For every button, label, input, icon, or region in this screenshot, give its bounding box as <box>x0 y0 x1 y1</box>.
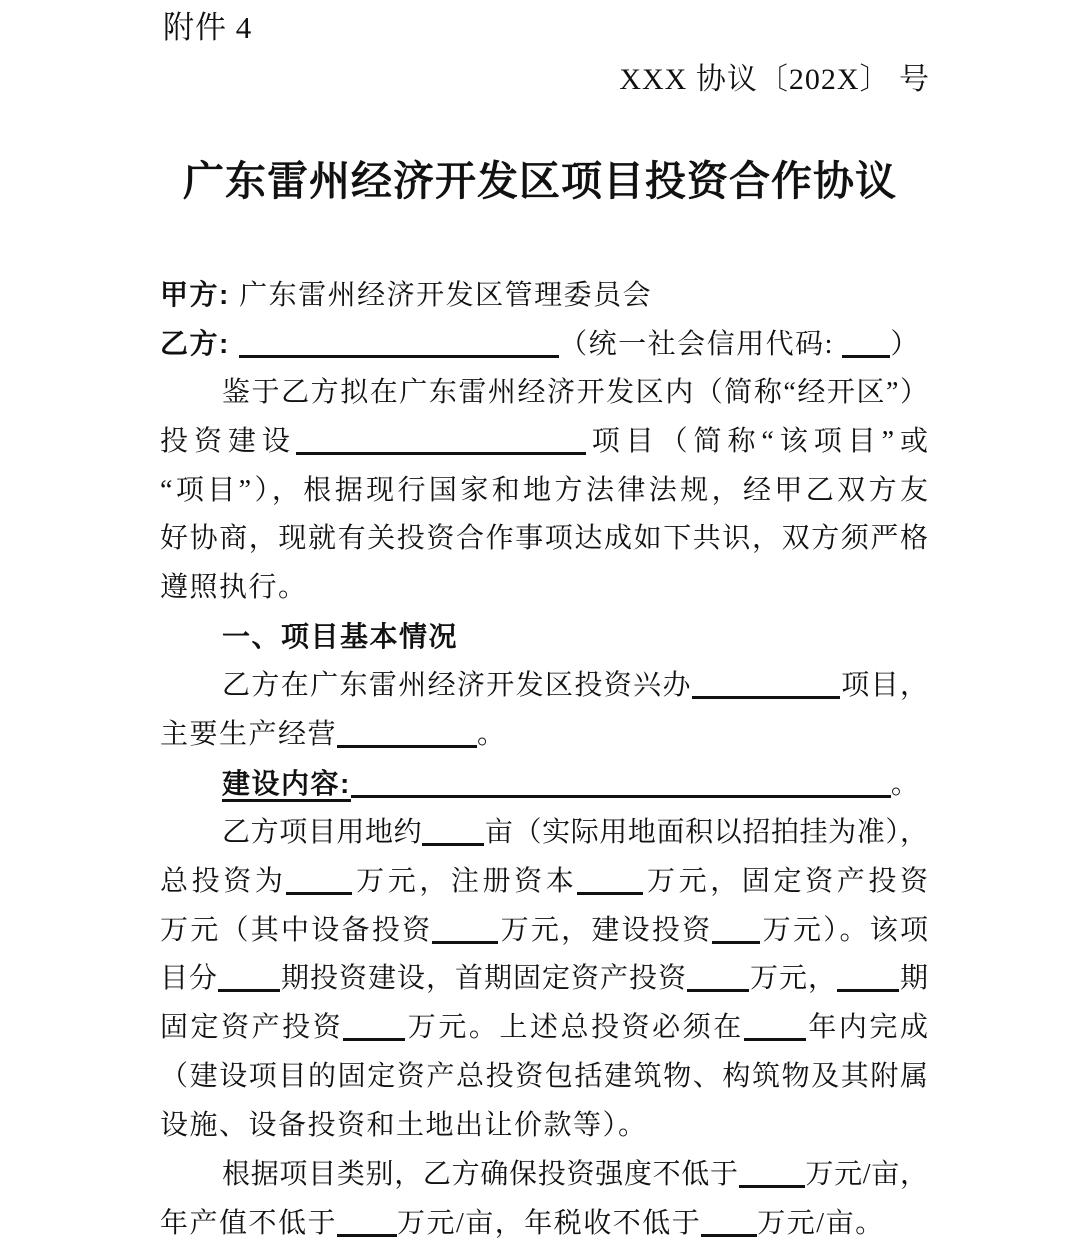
blank-field <box>239 355 559 358</box>
blank-field <box>837 989 899 992</box>
blank-field <box>744 1038 806 1041</box>
party-b-line <box>160 320 928 369</box>
text-run: 总投资为 <box>160 865 287 897</box>
text-run: 期投资建设，首期固定资产投资 <box>280 963 687 995</box>
text-run: 遵照执行。 <box>160 572 308 604</box>
blank-field <box>692 696 840 699</box>
text-run: 万元，注册资本 <box>352 865 578 897</box>
text-run: 。 <box>890 768 921 800</box>
text-run: 广东雷州经济开发区管理委员会 <box>239 280 653 311</box>
text-run: 乙方项目用地约 <box>222 816 423 848</box>
preamble-line-5 <box>160 564 928 613</box>
blank-field <box>422 843 484 846</box>
preamble-line-1 <box>160 369 928 418</box>
blank-field <box>701 1234 757 1237</box>
text-run: 万元， <box>748 963 837 995</box>
investment-line-2 <box>160 858 928 907</box>
text-run: 年内完成 <box>805 1012 928 1044</box>
text-run: 万元，固定资产投资 <box>643 865 928 897</box>
blank-field <box>712 941 760 944</box>
blank-field <box>218 989 280 992</box>
blank-field <box>343 1038 405 1041</box>
preamble-line-4 <box>160 515 928 564</box>
text-run: 项目， <box>839 670 928 702</box>
blank-field <box>351 795 891 798</box>
project-overview-line-2 <box>160 711 928 760</box>
page-title: 广东雷州经济开发区项目投资合作协议 <box>183 158 897 204</box>
text-run: 。 <box>477 719 507 751</box>
text-run: 万元/亩，年税收不低于 <box>397 1207 702 1239</box>
text-run: 乙方在广东雷州经济开发区投资兴办 <box>222 670 692 702</box>
blank-field <box>739 1185 805 1188</box>
text-run: 项目（简称“该项目”或 <box>585 425 928 457</box>
preamble-line-2 <box>160 418 928 467</box>
bold-text: 乙方: <box>160 327 240 359</box>
investment-line-3 <box>160 907 928 956</box>
text-run: 设施、设备投资和土地出让价款等）。 <box>160 1110 648 1142</box>
text-run: 亩（实际用地面积以招拍挂为准）， <box>484 816 928 848</box>
bold-text: 甲方: <box>160 279 240 310</box>
text-run: 万元/亩。 <box>757 1207 885 1239</box>
bold-text: 建设内容: <box>222 768 351 802</box>
document-number: XXX 协议〔202X〕 号 <box>619 63 930 96</box>
text-run: “项目”），根据现行国家和地方法律法规，经甲乙双方友 <box>160 474 928 506</box>
text-run: 主要生产经营 <box>160 719 338 751</box>
preamble-line-3 <box>160 467 928 516</box>
text-run: ） <box>890 328 920 360</box>
blank-field <box>577 892 643 895</box>
project-overview-line-1 <box>160 662 928 711</box>
construction-content-line <box>160 760 928 809</box>
investment-line-4 <box>160 955 928 1004</box>
text-run: 目分 <box>160 963 218 995</box>
text-run: 鉴于乙方拟在广东雷州经济开发区内（简称“经开区”） <box>222 376 928 408</box>
intensity-line-2 <box>160 1200 928 1249</box>
text-run: 万元，建设投资 <box>498 914 713 946</box>
text-run: 万元）。该项 <box>760 914 928 946</box>
bold-text: 一、项目基本情况 <box>222 621 459 653</box>
blank-field <box>842 355 890 358</box>
blank-field <box>432 941 498 944</box>
section-1-heading <box>160 613 928 662</box>
text-run: 万元。上述总投资必须在 <box>405 1012 744 1044</box>
text-run: 期 <box>898 963 928 995</box>
text-run: 万元（其中设备投资 <box>160 914 433 946</box>
investment-line-1 <box>160 809 928 858</box>
party-a-line <box>160 271 928 320</box>
intensity-line-1 <box>160 1151 928 1200</box>
document-body <box>160 271 928 1249</box>
text-run: （建设项目的固定资产总投资包括建筑物、构筑物及其附属 <box>160 1061 928 1093</box>
text-run: 好协商，现就有关投资合作事项达成如下共识，双方须严格 <box>160 523 928 555</box>
investment-line-6 <box>160 1053 928 1102</box>
blank-field <box>337 745 477 748</box>
blank-field <box>286 892 352 895</box>
text-run: 固定资产投资 <box>160 1012 344 1044</box>
text-run: 年产值不低于 <box>160 1207 338 1239</box>
text-run: 万元/亩， <box>804 1159 928 1191</box>
investment-line-7 <box>160 1102 928 1151</box>
blank-field <box>337 1234 397 1237</box>
blank-field <box>296 452 586 455</box>
text-run: 投资建设 <box>160 425 296 457</box>
investment-line-5 <box>160 1004 928 1053</box>
text-run: 根据项目类别，乙方确保投资强度不低于 <box>222 1159 739 1191</box>
attachment-label: 附件 4 <box>163 10 253 45</box>
blank-field <box>687 989 749 992</box>
text-run: （统一社会信用代码: <box>559 328 843 360</box>
